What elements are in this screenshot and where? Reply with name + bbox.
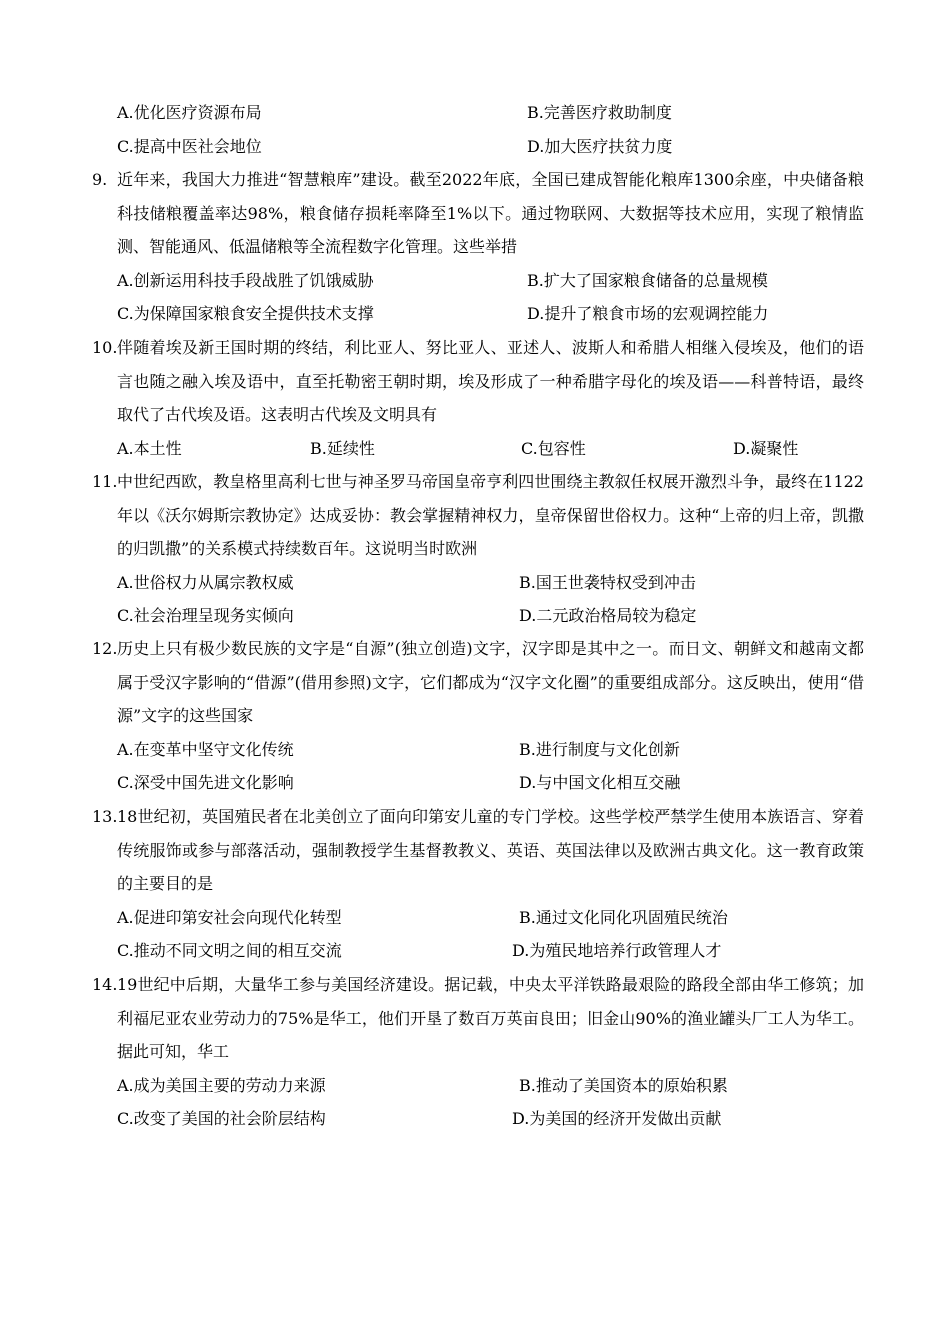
q14-option-a[interactable]: A.成为美国主要的劳动力来源 [117,1075,326,1095]
q12-number: 12. [92,639,118,658]
question-14 [0,968,950,1136]
q13-number: 13. [92,807,118,826]
q9-option-d[interactable]: D.提升了粮食市场的宏观调控能力 [527,304,769,323]
q9-option-a[interactable]: A.创新运用科技手段战胜了饥饿威胁 [117,270,374,290]
q13-stem: 18世纪初，英国殖民者在北美创立了面向印第安儿童的专门学校。这些学校严禁学生使用本族语言、穿着传统服饰或参与部落活动，强制教授学生基督教教义、英语、英国法律以及欧洲古典文化。这一教育政策的主要目的是 [117,807,864,893]
q14-option-d[interactable]: D.为美国的经济开发做出贡献 [512,1109,722,1128]
q14-number: 14. [92,975,118,994]
q13-option-a[interactable]: A.促进印第安社会向现代化转型 [117,907,342,927]
q14-stem: 19世纪中后期，大量华工参与美国经济建设。据记载，中央太平洋铁路最艰险的路段全部由华工修筑；加利福尼亚农业劳动力的75%是华工，他们开垦了数百万英亩良田；旧金山90%的渔业罐头厂工人为华工。据此可知，华工 [117,975,864,1061]
q11-option-a[interactable]: A.世俗权力从属宗教权威 [117,572,294,592]
q10-option-c[interactable]: C.包容性 [521,438,586,458]
q11-option-b[interactable]: B.国王世袭特权受到冲击 [519,572,696,592]
question-10 [0,331,950,465]
q11-stem: 中世纪西欧，教皇格里高利七世与神圣罗马帝国皇帝亨利四世围绕主教叙任权展开激烈斗争，最终在1122年以《沃尔姆斯宗教协定》达成妥协：教会掌握精神权力，皇帝保留世俗权力。这种“上帝的归上帝，凯撒的归凯撒”的关系模式持续数百年。这说明当时欧洲 [117,472,864,558]
q10-option-b[interactable]: B.延续性 [310,438,375,458]
q13-option-b[interactable]: B.通过文化同化巩固殖民统治 [519,907,728,927]
q9-option-b[interactable]: B.扩大了国家粮食储备的总量规模 [527,270,768,290]
q8-option-b[interactable]: B.完善医疗救助制度 [527,103,672,122]
q10-option-d[interactable]: D.凝聚性 [733,438,799,458]
q11-number: 11. [92,472,118,491]
q8-option-c[interactable]: C.提高中医社会地位 [117,136,262,156]
q12-option-a[interactable]: A.在变革中坚守文化传统 [117,739,294,759]
question-8-options [0,96,950,163]
q9-stem: 近年来，我国大力推进“智慧粮库”建设。截至2022年底，全国已建成智能化粮库1300余座，中央储备粮科技储粮覆盖率达98%，粮食储存损耗率降至1%以下。通过物联网、大数据等技术应用，实现了粮情监测、智能通风、低温储粮等全流程数字化管理。这些举措 [117,170,864,256]
q13-option-c[interactable]: C.推动不同文明之间的相互交流 [117,941,342,960]
q14-option-c[interactable]: C.改变了美国的社会阶层结构 [117,1109,326,1128]
q13-option-d[interactable]: D.为殖民地培养行政管理人才 [512,941,722,960]
q12-option-b[interactable]: B.进行制度与文化创新 [519,739,680,759]
question-11 [0,465,950,633]
q8-option-a[interactable]: A.优化医疗资源布局 [117,103,262,122]
question-12 [0,632,950,800]
question-9 [0,163,950,331]
q14-option-b[interactable]: B.推动了美国资本的原始积累 [519,1075,728,1095]
q11-option-c[interactable]: C.社会治理呈现务实倾向 [117,606,294,625]
q10-stem: 伴随着埃及新王国时期的终结，利比亚人、努比亚人、亚述人、波斯人和希腊人相继入侵埃及，他们的语言也随之融入埃及语中，直至托勒密王朝时期，埃及形成了一种希腊字母化的埃及语——科普特语，最终取代了古代埃及语。这表明古代埃及文明具有 [117,338,864,424]
q9-option-c[interactable]: C.为保障国家粮食安全提供技术支撑 [117,304,374,323]
question-13 [0,800,950,968]
q12-stem: 历史上只有极少数民族的文字是“自源”(独立创造)文字，汉字即是其中之一。而日文、朝鲜文和越南文都属于受汉字影响的“借源”(借用参照)文字，它们都成为“汉字文化圈”的重要组成部分。这反映出，使用“借源”文字的这些国家 [117,639,864,725]
q11-option-d[interactable]: D.二元政治格局较为稳定 [519,606,697,625]
q9-number: 9. [92,170,108,189]
q10-option-a[interactable]: A.本土性 [117,438,182,458]
q12-option-c[interactable]: C.深受中国先进文化影响 [117,773,294,792]
q12-option-d[interactable]: D.与中国文化相互交融 [519,773,681,792]
q8-option-d[interactable]: D.加大医疗扶贫力度 [527,136,673,156]
q10-number: 10. [92,338,118,357]
